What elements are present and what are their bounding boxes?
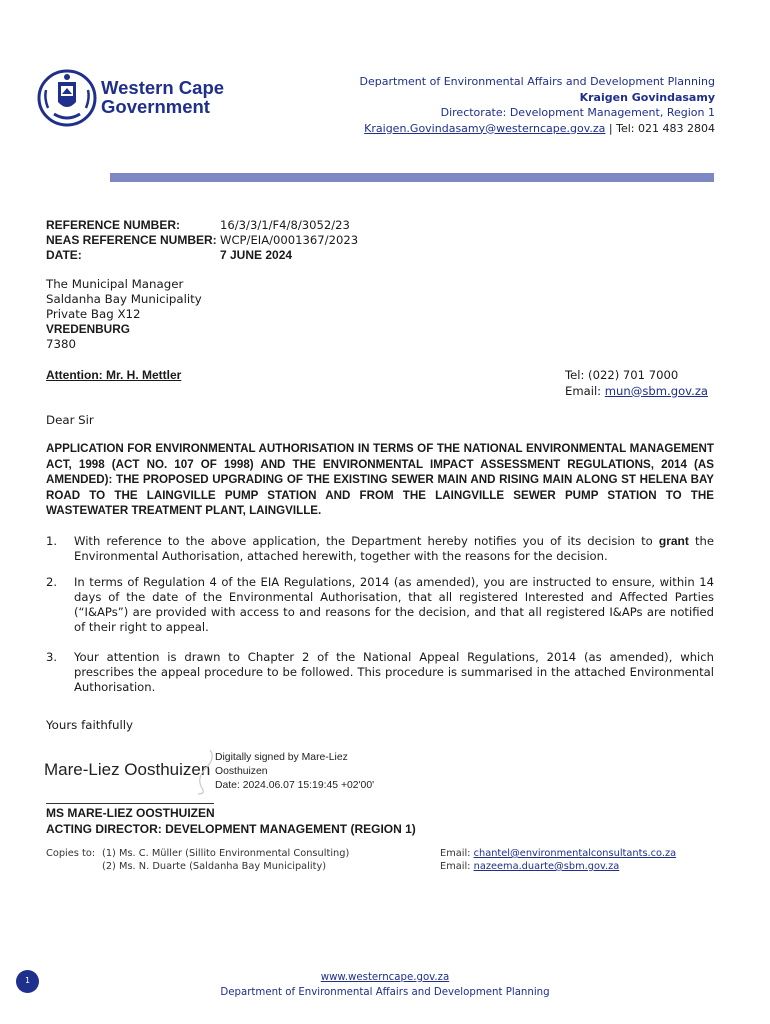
digital-signature-line: Oosthuizen [215,766,268,777]
copies-emails [440,847,676,873]
official-tel: | Tel: 021 483 2804 [605,121,715,135]
neas-reference-label: NEAS REFERENCE NUMBER: [46,233,217,247]
copies-label: Copies to: [46,848,96,859]
closing: Yours faithfully [46,718,134,732]
copy-email-link[interactable]: chantel@environmentalconsultants.co.za [473,848,677,859]
letter-subject: APPLICATION FOR ENVIRONMENTAL AUTHORISATION IN TERMS OF THE NATIONAL ENVIRONMENTAL MANAGEMENT ACT, 1998 (ACT NO. 107 OF 1998) AND THE ENVIRONMENTAL IMPACT ASSESSMENT REGULATIONS, 2014 (AS AMENDED): THE PROPOSED UPGRADING OF THE EXISTING SEWER MAIN AND RISING MAIN ALONG ST HELENA BAY ROAD TO THE LAINGVILLE PUMP STATION AND FROM THE LAINGVILLE SEWER PUMP STATION TO THE WASTEWATER TREATMENT PLANT, LAINGVILLE. [46,442,714,517]
list-item-number: 3. [46,650,58,664]
copy-email-label: Email: [440,861,474,872]
signature-name: Mare-Liez Oosthuizen [44,760,211,779]
recipient-email-link[interactable]: mun@sbm.gov.za [604,383,709,398]
digital-signature-block [215,751,374,793]
digital-signature-date: Date: 2024.06.07 15:19:45 +02'00' [215,780,375,791]
address-line: The Municipal Manager [46,277,184,291]
directorate-name: Directorate: Development Management, Region 1 [440,106,715,119]
digital-signature-line: Digitally signed by Mare-Liez [215,752,348,763]
list-item-number: 1. [46,534,58,548]
list-item [46,534,714,564]
signer-name: MS MARE-LIEZ OOSTHUIZEN [46,806,215,820]
list-item-text: Your attention is drawn to Chapter 2 of the National Appeal Regulations, 2014 (as amended), which prescribes the appeal procedure to be followed. This procedure is summarised in the attached Environmental Authorisation. [74,650,714,694]
copy-email-label: Email: [440,848,474,859]
list-item-number: 2. [46,575,58,589]
official-email-link[interactable]: Kraigen.Govindasamy@westerncape.gov.za [364,121,606,135]
address-line: 7380 [46,337,77,351]
list-item-text: In terms of Regulation 4 of the EIA Regulations, 2014 (as amended), you are instructed to ensure, within 14 days of the date of the Environmental Authorisation, that all registered Interested and Affected Parties (“I&APs”) are provided with access to and reasons for the decision, and that all registered I&APs are notified of their right to appeal. [74,575,714,634]
list-item [46,650,714,695]
address-line: VREDENBURG [46,322,130,336]
date-label: DATE: [46,248,82,262]
department-name: Department of Environmental Affairs and Development Planning [359,75,715,88]
salutation: Dear Sir [46,413,94,427]
attention-line: Attention: Mr. H. Mettler [46,368,182,382]
page-number-badge: 1 [16,970,39,993]
logo-line-1: Western Cape [101,77,225,98]
list-item-text: the Environmental Authorisation, attached herewith, together with the reasons for the decision. [74,534,714,563]
coat-of-arms-logo-icon [36,68,98,128]
recipient-contact [565,368,715,399]
signature-flourish-icon [188,748,218,796]
date-value: 7 JUNE 2024 [220,248,293,262]
copy-email-link[interactable]: nazeema.duarte@sbm.gov.za [473,861,620,872]
copy-recipient: (1) Ms. C. Müller (Sillito Environmental Consulting) [102,848,350,859]
footer-department: Department of Environmental Affairs and Development Planning [220,987,550,998]
copies-to [46,847,349,873]
list-item-bold: grant [658,534,689,548]
page-footer [0,970,770,1000]
recipient-address [46,277,202,352]
address-line: Saldanha Bay Municipality [46,292,202,306]
official-name: Kraigen Govindasamy [579,90,715,104]
recipient-tel: Tel: (022) 701 7000 [565,368,679,382]
signature-line [46,803,214,804]
reference-number-label: REFERENCE NUMBER: [46,218,181,232]
letterhead-contact [360,74,715,136]
logo-line-2: Government [101,96,210,117]
signer-title: ACTING DIRECTOR: DEVELOPMENT MANAGEMENT (REGION 1) [46,821,416,836]
list-item [46,575,714,635]
reference-number-value: 16/3/3/1/F4/8/3052/23 [220,218,350,232]
recipient-email-label: Email: [565,383,605,398]
signer-block [46,806,416,837]
list-item-text: With reference to the above application, the Department hereby notifies you of its decision to [74,534,659,548]
address-line: Private Bag X12 [46,307,141,321]
header-rule-bar [110,173,714,182]
footer-website-link[interactable]: www.westerncape.gov.za [320,972,450,983]
neas-reference-value: WCP/EIA/0001367/2023 [220,233,359,247]
government-logo-wordmark [101,78,224,116]
copy-recipient: (2) Ms. N. Duarte (Saldanha Bay Municipality) [102,861,327,872]
